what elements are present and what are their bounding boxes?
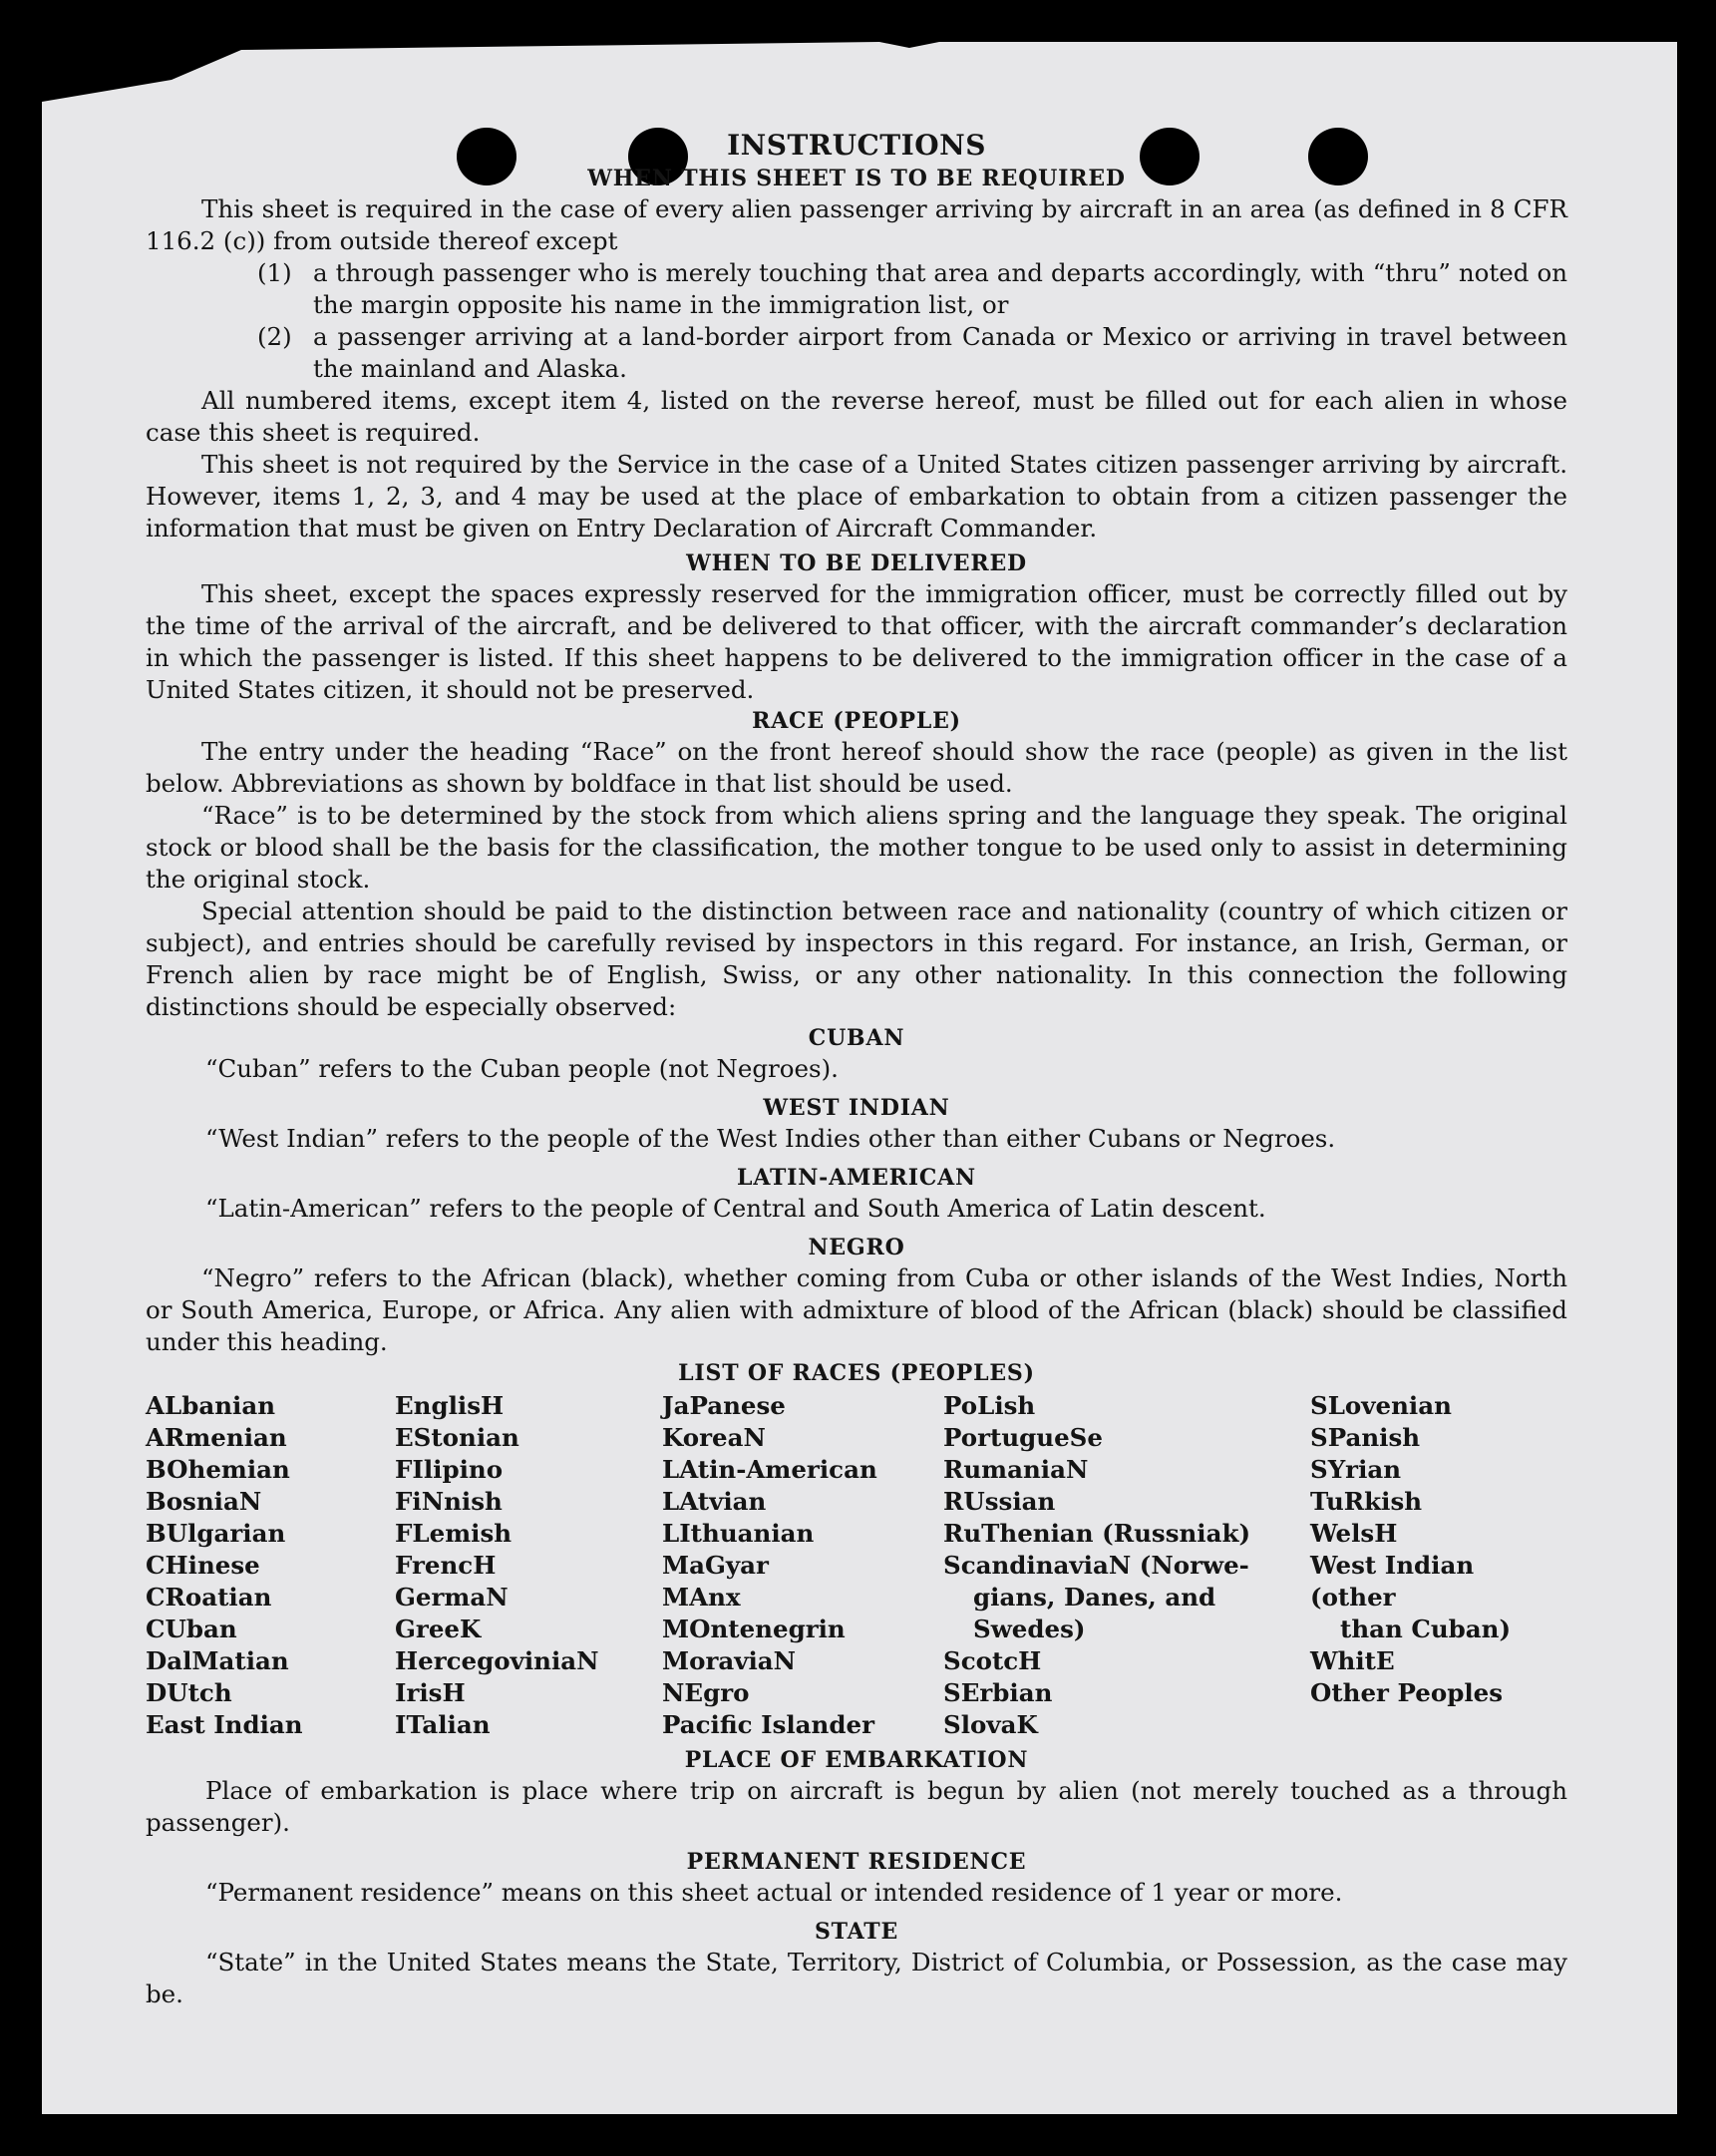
item-number: (1) [257,258,292,287]
section-heading-cuban: CUBAN [808,1025,905,1051]
list-item: KoreaN [662,1423,766,1452]
list-item: JaPanese [662,1391,786,1420]
list-item: PoLish [943,1391,1036,1420]
paragraph: “Race” is to be determined by the stock from which aliens spring and the language they speak. The original stock or blood shall be the basis for the classification, the mother tongue to be used only to assist in determining the original stock. [146,801,1567,894]
section-heading-embarkation: PLACE OF EMBARKATION [684,1747,1029,1773]
item-text: a through passenger who is merely touching that area and departs accordingly, with “thru” noted on the margin opposite his name in the immigration list, or [313,258,1567,319]
race-column [662,1390,943,1741]
list-item: LIthuanian [662,1519,815,1548]
paragraph: “West Indian” refers to the people of the West Indies other than either Cubans or Negroes. [205,1124,1336,1153]
list-item: ITalian [395,1710,491,1739]
list-item: BOhemian [146,1455,290,1484]
list-item: SPanish [1310,1423,1421,1452]
paragraph: Special attention should be paid to the distinction between race and nationality (country of which citizen or subject), and entries should be carefully revised by inspectors in this regard. For instance, an Irish, German, or French alien by race might be of English, Swiss, or any other nationality. In this connection the following distinctions should be especially observed: [146,897,1567,1021]
list-item: MoraviaN [662,1646,797,1675]
list-item: WhitE [1310,1646,1395,1675]
page-title: INSTRUCTIONS [727,129,986,162]
list-item: RUssian [943,1487,1056,1516]
list-item: MaGyar [662,1551,769,1580]
list-item: EStonian [395,1423,519,1452]
race-list [146,1390,1567,1741]
list-item: RumaniaN [943,1455,1089,1484]
list-item: MOntenegrin [662,1615,846,1643]
section-heading-race: RACE (PEOPLE) [752,708,961,734]
section-heading-residence: PERMANENT RESIDENCE [686,1849,1027,1875]
list-item: FIlipino [395,1455,504,1484]
list-item: Swedes) [973,1615,1086,1643]
paragraph: This sheet is required in the case of every alien passenger arriving by aircraft in an area (as defined in 8 CFR 116.2 (c)) from outside thereof except [146,194,1567,255]
paragraph: Place of embarkation is place where trip on aircraft is begun by alien (not merely touched as a through passenger). [146,1776,1567,1837]
list-item: ScotcH [943,1646,1042,1675]
paragraph: The entry under the heading “Race” on the front hereof should show the race (people) as given in the list below. Abbreviations as shown by boldface in that list should be used. [146,737,1567,798]
paragraph: This sheet is not required by the Service in the case of a United States citizen passenger arriving by aircraft. However, items 1, 2, 3, and 4 may be used at the place of embarkation to obtain from a citizen passenger the information that must be given on Entry Declaration of Aircraft Commander. [146,450,1567,542]
paragraph: “Latin-American” refers to the people of Central and South America of Latin descent. [205,1194,1266,1223]
list-item: WelsH [1310,1519,1398,1548]
paragraph: “State” in the United States means the State, Territory, District of Columbia, or Possession, as the case may be. [146,1948,1567,2008]
item-number: (2) [257,322,292,351]
list-item: West Indian (other [1310,1551,1475,1612]
section-heading-state: STATE [814,1919,899,1945]
list-item: EnglisH [395,1391,505,1420]
list-item: East Indian [146,1710,303,1739]
list-item: CRoatian [146,1583,272,1612]
list-item: SLovenian [1310,1391,1452,1420]
race-column [943,1390,1310,1741]
list-item: LAtvian [662,1487,767,1516]
list-item: BUlgarian [146,1519,286,1548]
list-item: LAtin-American [662,1455,877,1484]
list-item: SlovaK [943,1710,1038,1739]
section-heading-latin-american: LATIN-AMERICAN [737,1165,976,1191]
item-text: a passenger arriving at a land-border airport from Canada or Mexico or arriving in travel between the mainland and Alaska. [313,322,1567,383]
paragraph: This sheet, except the spaces expressly reserved for the immigration officer, must be correctly filled out by the time of the arrival of the aircraft, and be delivered to that officer, with the aircraft commander’s declaration in which the passenger is listed. If this sheet happens to be delivered to the immigration officer in the case of a United States citizen, it should not be preserved. [146,579,1567,704]
race-column [1310,1390,1567,1741]
list-item: HercegoviniaN [395,1646,599,1675]
list-item: GermaN [395,1583,509,1612]
list-item [146,257,1567,321]
list-item: Pacific Islander [662,1710,874,1739]
list-item: NEgro [662,1678,750,1707]
list-item: IrisH [395,1678,466,1707]
list-item: TuRkish [1310,1487,1423,1516]
list-item: RuThenian (Russniak) [943,1519,1251,1548]
list-item: MAnx [662,1583,741,1612]
section-heading-list-of-races: LIST OF RACES (PEOPLES) [678,1360,1035,1386]
section-heading-west-indian: WEST INDIAN [763,1095,950,1121]
list-item: DUtch [146,1678,232,1707]
paragraph: “Cuban” refers to the Cuban people (not Negroes). [205,1054,839,1083]
list-item: FrencH [395,1551,497,1580]
list-item: FiNnish [395,1487,503,1516]
list-item: SErbian [943,1678,1053,1707]
list-item: DalMatian [146,1646,289,1675]
paragraph: All numbered items, except item 4, listed on the reverse hereof, must be filled out for each alien in whose case this sheet is required. [146,386,1567,447]
paragraph: “Permanent residence” means on this sheet actual or intended residence of 1 year or more. [205,1878,1343,1907]
list-item: FLemish [395,1519,513,1548]
list-item: PortugueSe [943,1423,1103,1452]
list-item: than Cuban) [1340,1615,1512,1643]
paragraph: “Negro” refers to the African (black), whether coming from Cuba or other islands of the West Indies, North or South America, Europe, or Africa. Any alien with admixture of blood of the African (black) should be classified under this heading. [146,1263,1567,1356]
section-heading-delivered: WHEN TO BE DELIVERED [686,550,1027,576]
list-item [146,321,1567,385]
instructions-text [146,128,1567,2010]
race-column [146,1390,395,1741]
section-heading-negro: NEGRO [808,1235,905,1260]
list-item: ALbanian [146,1391,276,1420]
list-item: ARmenian [146,1423,287,1452]
race-column [395,1390,662,1741]
list-item: BosniaN [146,1487,262,1516]
section-heading-required: WHEN THIS SHEET IS TO BE REQUIRED [587,166,1126,191]
list-item: CUban [146,1615,237,1643]
list-item: gians, Danes, and [973,1583,1216,1612]
list-item: SYrian [1310,1455,1402,1484]
list-item: Other Peoples [1310,1678,1504,1707]
list-item: ScandinaviaN (Norwe- [943,1551,1249,1580]
list-item: GreeK [395,1615,482,1643]
list-item: CHinese [146,1551,260,1580]
